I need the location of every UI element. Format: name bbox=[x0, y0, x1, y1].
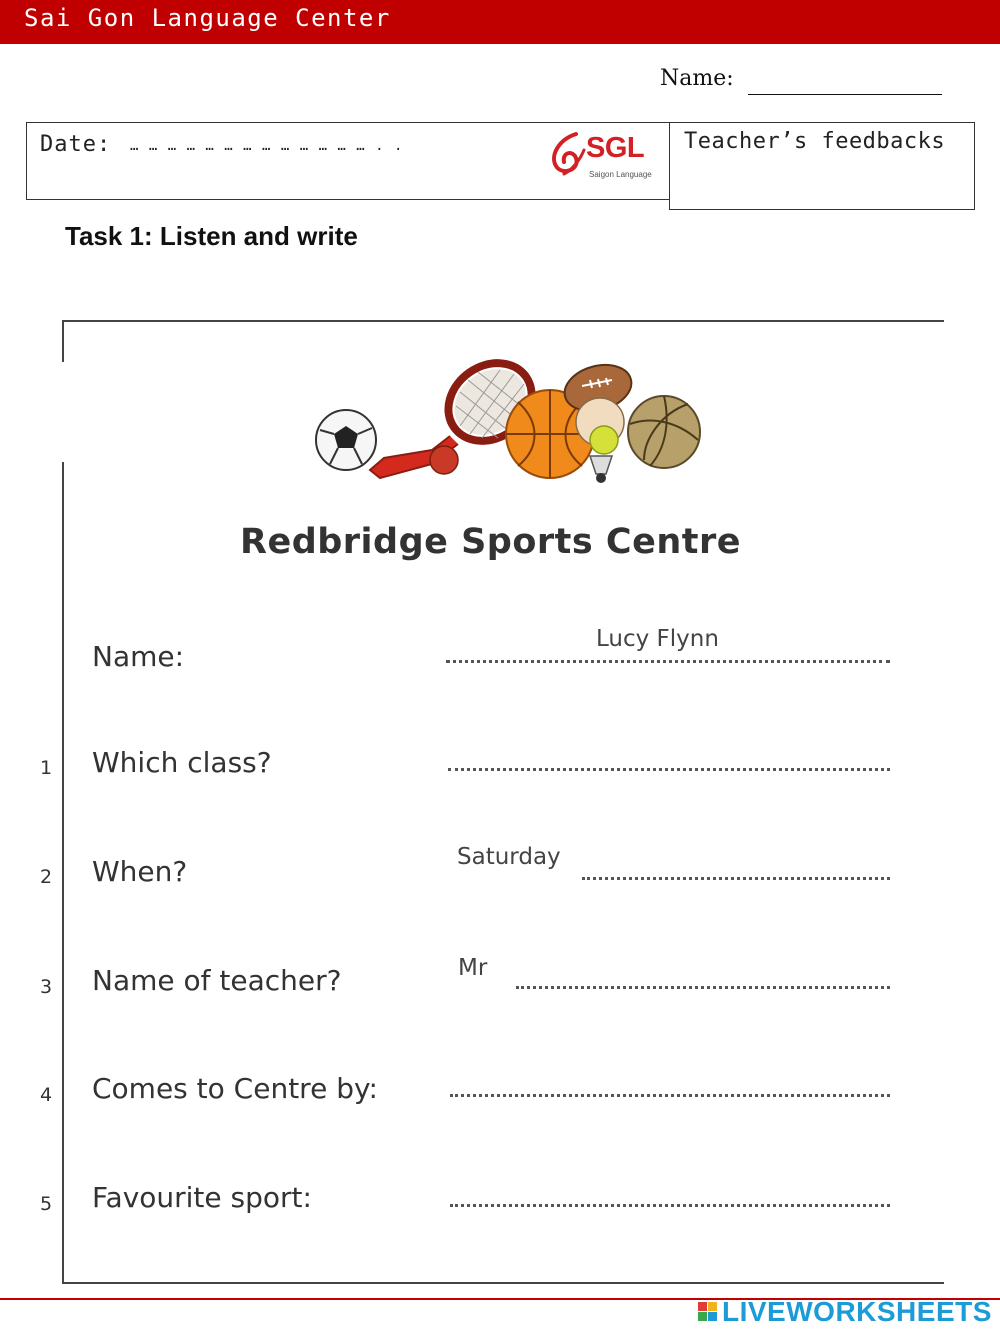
question-number: 2 bbox=[40, 866, 53, 888]
answer-when: Saturday bbox=[457, 844, 561, 870]
answer-line-which-class[interactable] bbox=[448, 768, 890, 771]
liveworksheets-brand[interactable]: LIVEWORKSHEETS bbox=[722, 1296, 992, 1327]
student-name-label: Name: bbox=[660, 66, 734, 91]
question-when: When? bbox=[92, 855, 188, 888]
student-name-field[interactable] bbox=[748, 94, 942, 95]
answer-line-when[interactable] bbox=[582, 877, 890, 880]
answer-line-teacher[interactable] bbox=[516, 986, 890, 989]
question-number: 1 bbox=[40, 757, 53, 779]
worksheet-title: Redbridge Sports Centre bbox=[240, 522, 741, 562]
task-title: Task 1: Listen and write bbox=[65, 221, 358, 251]
answer-line-transport[interactable] bbox=[450, 1094, 890, 1097]
worksheet-frame-top bbox=[62, 320, 944, 322]
date-label: Date: bbox=[40, 132, 112, 157]
answer-line-name[interactable] bbox=[446, 660, 890, 663]
answer-name: Lucy Flynn bbox=[596, 626, 719, 652]
feedback-label: Teacher’s feedbacks bbox=[684, 129, 946, 154]
sports-balls-illustration bbox=[300, 352, 720, 492]
answer-line-sport[interactable] bbox=[450, 1204, 890, 1207]
question-number: 3 bbox=[40, 976, 53, 998]
logo-subtext: Saigon Language bbox=[589, 170, 652, 179]
answer-teacher: Mr bbox=[458, 955, 488, 981]
question-name: Name: bbox=[92, 640, 185, 673]
question-number: 5 bbox=[40, 1193, 53, 1215]
header-title: Sai Gon Language Center bbox=[24, 4, 391, 32]
question-number: 4 bbox=[40, 1084, 53, 1106]
worksheet-frame-left bbox=[62, 320, 64, 1284]
question-which-class: Which class? bbox=[92, 746, 272, 779]
logo-text: SGL bbox=[586, 132, 645, 164]
worksheet-frame-bottom bbox=[62, 1282, 944, 1284]
date-field[interactable]: … … … … … … … … … … … … … . . bbox=[130, 138, 404, 154]
blank-patch bbox=[30, 362, 226, 462]
question-sport: Favourite sport: bbox=[92, 1181, 312, 1214]
question-teacher: Name of teacher? bbox=[92, 964, 342, 997]
header-bar bbox=[0, 0, 1000, 44]
question-transport: Comes to Centre by: bbox=[92, 1072, 378, 1105]
